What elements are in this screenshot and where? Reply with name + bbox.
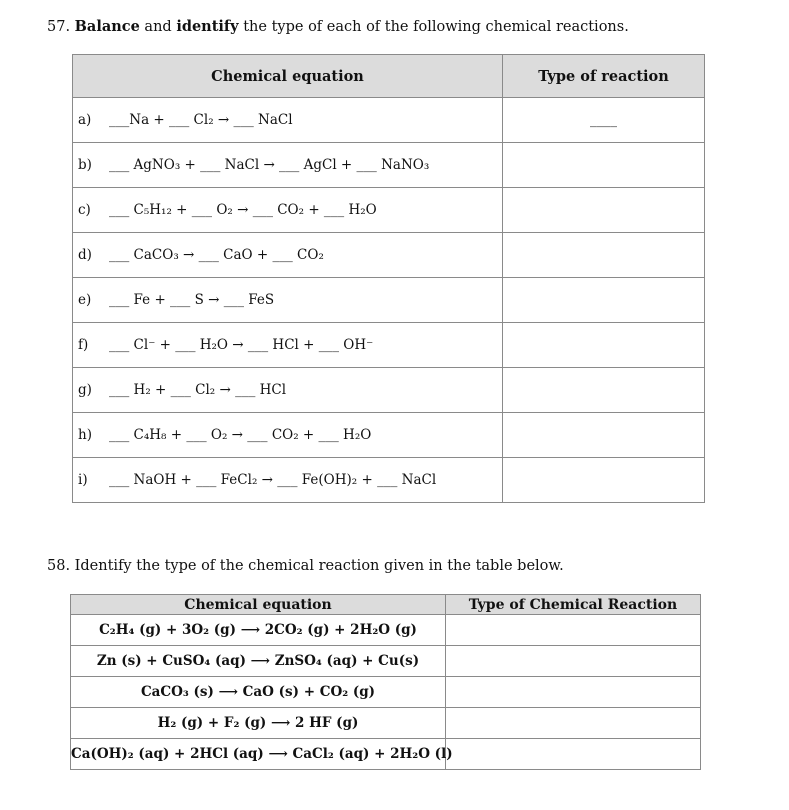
type-cell[interactable] <box>503 233 705 278</box>
type-cell[interactable] <box>503 458 705 503</box>
equation-cell: Zn (s) + CuSO₄ (aq) ⟶ ZnSO₄ (aq) + Cu(s) <box>71 646 446 677</box>
keyword-identify: identify <box>176 18 239 35</box>
table-row <box>71 708 701 739</box>
table-row <box>73 458 705 503</box>
header-type-of-chemical-reaction: Type of Chemical Reaction <box>446 595 701 615</box>
header-chemical-equation: Chemical equation <box>73 55 503 98</box>
type-cell[interactable] <box>446 739 701 770</box>
row-label: h) <box>78 427 92 443</box>
type-cell[interactable] <box>446 708 701 739</box>
title-rest: the type of each of the following chemical reactions. <box>238 19 629 35</box>
equation-text: ___ Fe + ___ S → ___ FeS <box>109 292 275 308</box>
type-cell[interactable] <box>503 323 705 368</box>
table-row <box>73 368 705 413</box>
table-row <box>73 233 705 278</box>
header-chemical-equation: Chemical equation <box>71 595 446 615</box>
equation-cell <box>73 143 503 188</box>
table-row <box>71 646 701 677</box>
table-row <box>73 188 705 233</box>
equation-cell <box>73 188 503 233</box>
type-cell[interactable] <box>446 677 701 708</box>
reactions-table <box>72 54 705 503</box>
type-cell[interactable] <box>503 188 705 233</box>
table-header-row <box>71 595 701 615</box>
type-cell[interactable] <box>503 413 705 458</box>
equation-cell <box>73 368 503 413</box>
table-row <box>73 278 705 323</box>
equation-cell <box>73 233 503 278</box>
type-cell[interactable] <box>446 615 701 646</box>
question-58-title: 58. Identify the type of the chemical reaction given in the table below. <box>47 558 564 574</box>
header-type-of-reaction: Type of reaction <box>503 55 705 98</box>
equation-cell <box>73 98 503 143</box>
table-row <box>73 98 705 143</box>
table-row <box>73 143 705 188</box>
table-row <box>73 323 705 368</box>
equation-cell: Ca(OH)₂ (aq) + 2HCl (aq) ⟶ CaCl₂ (aq) + 2H₂O (l) <box>71 739 446 770</box>
table-row <box>71 739 701 770</box>
equation-text: ___ CaCO₃ → ___ CaO + ___ CO₂ <box>109 247 324 263</box>
row-label: c) <box>78 202 91 218</box>
equation-cell <box>73 413 503 458</box>
type-cell[interactable]: ____ <box>503 98 705 143</box>
row-label: d) <box>78 247 92 263</box>
table-row <box>73 413 705 458</box>
equation-cell <box>73 458 503 503</box>
type-cell[interactable] <box>503 278 705 323</box>
row-label: f) <box>78 337 89 353</box>
question-57-title <box>47 18 629 35</box>
equation-text: ___ C₅H₁₂ + ___ O₂ → ___ CO₂ + ___ H₂O <box>109 202 377 218</box>
title-connector: and <box>139 19 177 35</box>
type-cell[interactable] <box>503 143 705 188</box>
equation-cell: CaCO₃ (s) ⟶ CaO (s) + CO₂ (g) <box>71 677 446 708</box>
equation-text: ___Na + ___ Cl₂ → ___ NaCl <box>109 112 293 128</box>
row-label: g) <box>78 382 92 398</box>
equation-cell: H₂ (g) + F₂ (g) ⟶ 2 HF (g) <box>71 708 446 739</box>
table-row <box>71 615 701 646</box>
row-label: i) <box>78 472 88 488</box>
equation-text: ___ H₂ + ___ Cl₂ → ___ HCl <box>109 382 287 398</box>
keyword-balance: Balance <box>74 18 140 35</box>
type-cell[interactable] <box>446 646 701 677</box>
equation-text: ___ AgNO₃ + ___ NaCl → ___ AgCl + ___ NaNO₃ <box>109 157 430 173</box>
equation-cell: C₂H₄ (g) + 3O₂ (g) ⟶ 2CO₂ (g) + 2H₂O (g) <box>71 615 446 646</box>
equation-text: ___ Cl⁻ + ___ H₂O → ___ HCl + ___ OH⁻ <box>109 337 374 353</box>
equation-cell <box>73 323 503 368</box>
type-cell[interactable] <box>503 368 705 413</box>
row-label: b) <box>78 157 92 173</box>
row-label: a) <box>78 112 92 128</box>
row-label: e) <box>78 292 92 308</box>
equation-text: ___ NaOH + ___ FeCl₂ → ___ Fe(OH)₂ + ___ NaCl <box>109 472 437 488</box>
equation-cell <box>73 278 503 323</box>
table-header-row <box>73 55 705 98</box>
table-row <box>71 677 701 708</box>
reaction-types-table <box>70 594 701 770</box>
question-number: 57. <box>47 19 71 35</box>
equation-text: ___ C₄H₈ + ___ O₂ → ___ CO₂ + ___ H₂O <box>109 427 372 443</box>
